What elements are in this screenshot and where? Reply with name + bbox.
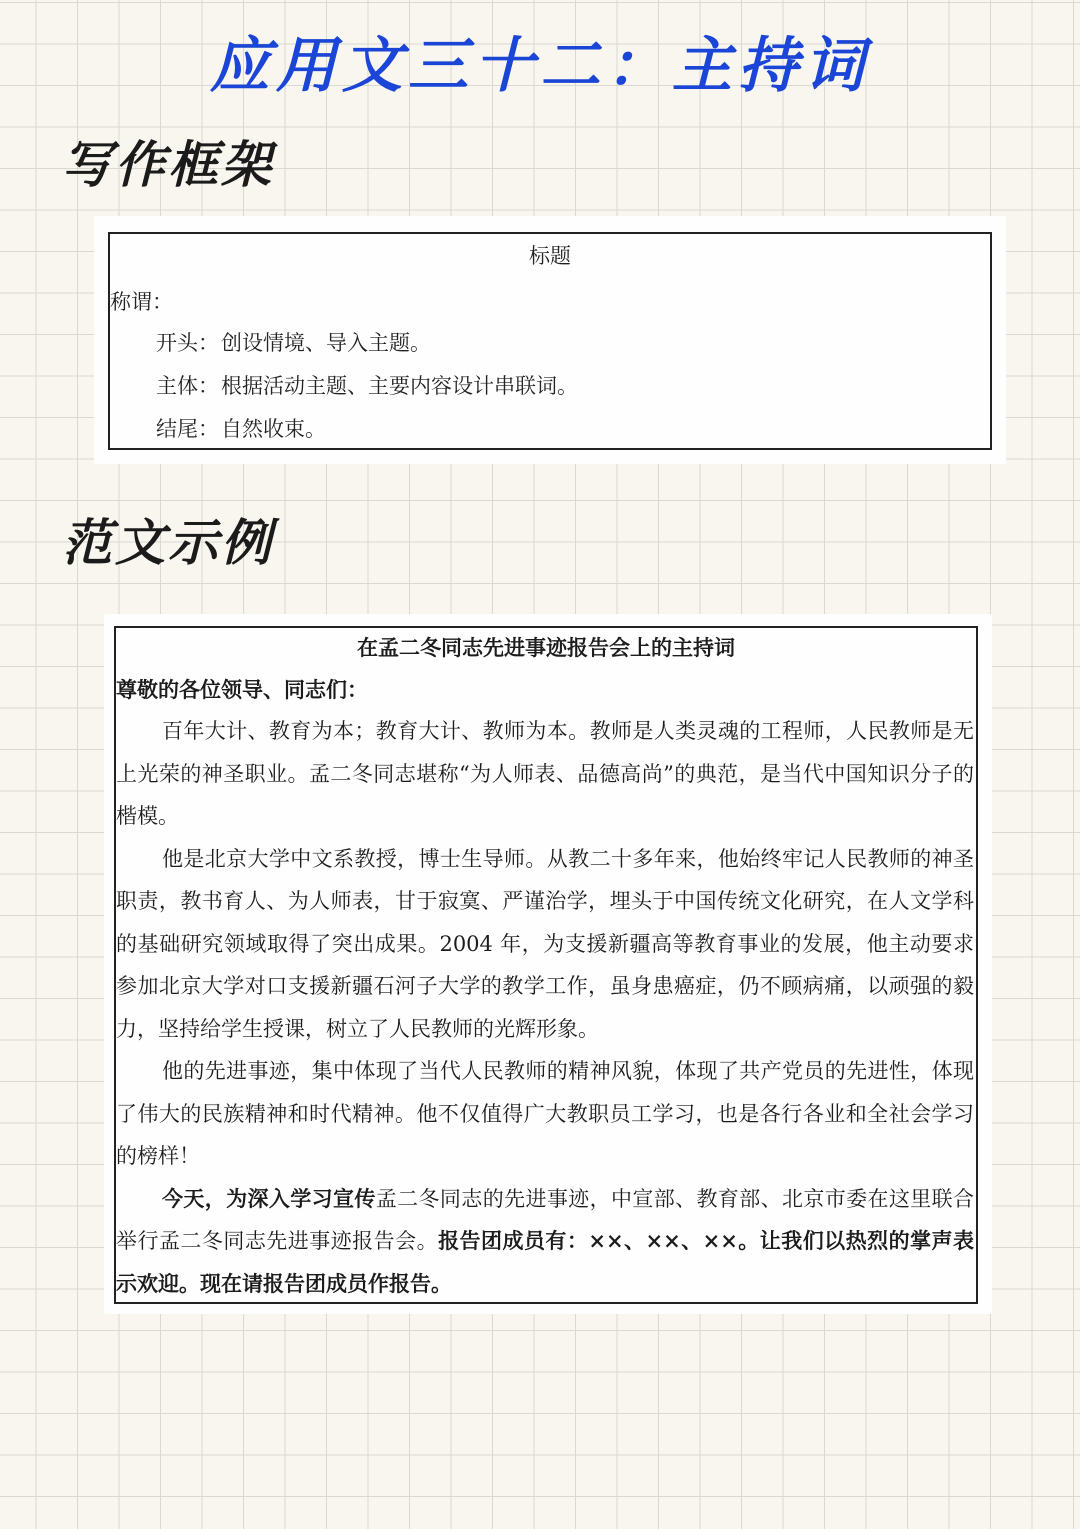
example-body — [116, 710, 974, 1305]
example-box — [114, 626, 978, 1304]
framework-item-label: 开头： — [156, 331, 219, 355]
framework-item-opening — [156, 327, 431, 357]
example-paragraph: 他是北京大学中文系教授，博士生导师。从教二十多年来，他始终牢记人民教师的神圣职责，教书育人、为人师表，甘于寂寞、严谨治学，埋头于中国传统文化研究，在人文学科的基础研究领域取得了突出成果。2004 年，为支援新疆高等教育事业的发展，他主动要求参加北京大学对口支援新疆石河子大学的教学工作，虽身患癌症，仍不顾病痛，以顽强的毅力，坚持给学生授课，树立了人民教师的光辉形象。 — [116, 846, 974, 1041]
framework-title: 标题 — [529, 244, 571, 268]
framework-item-text: 自然收束。 — [221, 417, 326, 441]
framework-card — [94, 216, 1006, 464]
example-paragraph: 百年大计、教育为本；教育大计、教师为本。教师是人类灵魂的工程师，人民教师是无上光荣的神圣职业。孟二冬同志堪称“为人师表、品德高尚”的典范，是当代中国知识分子的楷模。 — [116, 719, 974, 828]
page-title: 应用文三十二：主持词 — [210, 31, 870, 101]
example-paragraph-closing — [116, 1178, 974, 1306]
example-paragraph: 他的先进事迹，集中体现了当代人民教师的精神风貌，体现了共产党员的先进性，体现了伟大的民族精神和时代精神。他不仅值得广大教职员工学习，也是各行各业和全社会学习的榜样！ — [116, 1059, 974, 1168]
closing-text: 孟二冬同志的先进事迹，中宣部、教育部、北京市委在这里联合举行孟二冬同志先进事迹报告会。 — [116, 1186, 975, 1253]
closing-bold-text: 今天，为深入学习宣传 — [162, 1185, 376, 1211]
framework-item-label: 主体： — [156, 374, 219, 398]
framework-box — [108, 232, 992, 450]
framework-item-ending — [156, 413, 326, 443]
example-salutation: 尊敬的各位领导、同志们： — [116, 677, 368, 702]
framework-salutation: 称谓： — [110, 290, 173, 314]
example-heading: 范文示例 — [62, 514, 274, 572]
example-card — [104, 614, 992, 1314]
example-title: 在孟二冬同志先进事迹报告会上的主持词 — [357, 635, 735, 660]
closing-bold-text: 报告团成员有：××、××、××。让我们以热烈的掌声表示欢迎。现在请报告团成员作报告。 — [116, 1228, 974, 1296]
framework-item-text: 创设情境、导入主题。 — [221, 331, 431, 355]
framework-heading: 写作框架 — [62, 136, 274, 194]
framework-item-text: 根据活动主题、主要内容设计串联词。 — [221, 374, 578, 398]
framework-item-label: 结尾： — [156, 417, 219, 441]
framework-item-body — [156, 370, 578, 400]
